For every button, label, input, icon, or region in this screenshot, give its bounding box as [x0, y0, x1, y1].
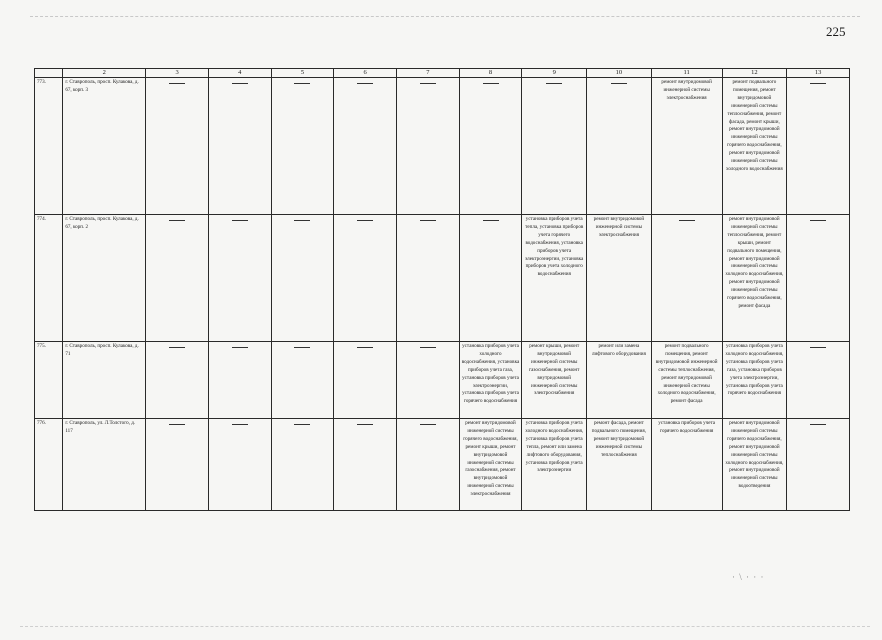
dash-cell	[334, 215, 397, 342]
dash-cell	[522, 78, 587, 215]
column-header-num	[35, 69, 63, 78]
column-header: 13	[787, 69, 850, 78]
row-number: 775.	[35, 342, 63, 419]
dash-cell	[271, 78, 334, 215]
work-cell: установка приборов учета холодного водоснабжения, установка приборов учета газа, установка приборов учета электроэнергии, установка приборов учета горячего водоснабжения	[722, 342, 787, 419]
column-header: 3	[146, 69, 209, 78]
scan-edge-bottom	[20, 626, 870, 627]
dash-cell	[651, 215, 722, 342]
dash-mark	[611, 83, 627, 84]
dash-mark	[294, 83, 310, 84]
column-header: 10	[587, 69, 652, 78]
work-cell: ремонт внутридомовой инженерной системы электроснабжения	[587, 215, 652, 342]
work-cell: ремонт внутридомовой инженерной системы горячего водоснабжения, ремонт внутридомовой инженерной системы холодного водоснабжения, ремонт внутридомовой инженерной системы водоотведения	[722, 419, 787, 511]
dash-cell	[396, 215, 459, 342]
dash-mark	[420, 424, 436, 425]
dash-cell	[146, 342, 209, 419]
row-number: 776.	[35, 419, 63, 511]
dash-mark	[810, 220, 826, 221]
dash-cell	[787, 342, 850, 419]
work-cell: ремонт или замена лифтового оборудования	[587, 342, 652, 419]
dash-mark	[357, 220, 373, 221]
work-cell: ремонт подвального помещения, ремонт внутридомовой инженерной системы теплоснабжения, ремонт внутридомовой инженерной системы холодного водоснабжения, ремонт фасада	[651, 342, 722, 419]
dash-mark	[679, 220, 695, 221]
dash-cell	[787, 419, 850, 511]
work-cell: установка приборов учета тепла, установка приборов учета горячего водоснабжения, установка приборов учета электроэнергии, установка приборов учета холодного водоснабжения	[522, 215, 587, 342]
dash-mark	[420, 220, 436, 221]
dash-cell	[334, 342, 397, 419]
scan-edge-top	[30, 16, 860, 17]
dash-mark	[810, 347, 826, 348]
work-cell: ремонт внутридомовой инженерной системы электроснабжения	[651, 78, 722, 215]
dash-cell	[146, 215, 209, 342]
dash-cell	[208, 215, 271, 342]
address-cell: г. Ставрополь, просп. Кулакова, д. 67, корп. 3	[63, 78, 146, 215]
dash-mark	[810, 424, 826, 425]
column-header: 6	[334, 69, 397, 78]
work-cell: установка приборов учета горячего водоснабжения	[651, 419, 722, 511]
row-number: 773.	[35, 78, 63, 215]
dash-cell	[208, 78, 271, 215]
column-header: 4	[208, 69, 271, 78]
dash-mark	[420, 83, 436, 84]
dash-mark	[232, 83, 248, 84]
dash-cell	[787, 215, 850, 342]
dash-cell	[396, 419, 459, 511]
work-cell: ремонт внутридомовой инженерной системы теплоснабжения, ремонт крыши, ремонт подвального помещения, ремонт внутридомовой инженерной системы холодного водоснабжения, ремонт внутридомовой инженерной системы горячего водоснабжения, ремонт фасада	[722, 215, 787, 342]
dash-mark	[169, 220, 185, 221]
column-header: 9	[522, 69, 587, 78]
column-header: 7	[396, 69, 459, 78]
scan-specks: · \ · · ·	[732, 572, 765, 582]
address-cell: г. Ставрополь, ул. Л.Толстого, д. 117	[63, 419, 146, 511]
table-row	[35, 78, 850, 215]
column-header: 8	[459, 69, 522, 78]
dash-cell	[334, 78, 397, 215]
column-header: 5	[271, 69, 334, 78]
table-row	[35, 419, 850, 511]
dash-cell	[396, 342, 459, 419]
dash-mark	[294, 347, 310, 348]
dash-mark	[420, 347, 436, 348]
dash-mark	[357, 83, 373, 84]
dash-cell	[459, 78, 522, 215]
dash-mark	[357, 424, 373, 425]
dash-cell	[334, 419, 397, 511]
dash-mark	[294, 220, 310, 221]
column-header: 2	[63, 69, 146, 78]
repair-schedule-table	[34, 68, 850, 511]
address-cell: г. Ставрополь, просп. Кулакова, д. 71	[63, 342, 146, 419]
dash-cell	[271, 419, 334, 511]
dash-mark	[169, 347, 185, 348]
address-cell: г. Ставрополь, просп. Кулакова, д. 67, корп. 2	[63, 215, 146, 342]
dash-mark	[294, 424, 310, 425]
dash-mark	[169, 83, 185, 84]
column-header: 11	[651, 69, 722, 78]
dash-cell	[787, 78, 850, 215]
row-number: 774.	[35, 215, 63, 342]
dash-mark	[483, 83, 499, 84]
work-cell: ремонт крыши, ремонт внутридомовой инженерной системы газоснабжения, ремонт внутридомовой инженерной системы электроснабжения	[522, 342, 587, 419]
dash-mark	[232, 220, 248, 221]
dash-mark	[232, 424, 248, 425]
dash-mark	[483, 220, 499, 221]
work-cell: установка приборов учета холодного водоснабжения, установка приборов учета тепла, ремонт или замена лифтового оборудования, установка приборов учета электроэнергии	[522, 419, 587, 511]
dash-cell	[146, 419, 209, 511]
dash-cell	[587, 78, 652, 215]
dash-mark	[546, 83, 562, 84]
dash-mark	[169, 424, 185, 425]
dash-cell	[208, 419, 271, 511]
dash-mark	[357, 347, 373, 348]
dash-cell	[459, 215, 522, 342]
table-row	[35, 342, 850, 419]
column-number-row	[35, 69, 850, 78]
work-cell: ремонт фасада, ремонт подвального помещения, ремонт внутридомовой инженерной системы теплоснабжения	[587, 419, 652, 511]
work-cell: установка приборов учета холодного водоснабжения, установка приборов учета газа, установка приборов учета электроэнергии, установка приборов учета горячего водоснабжения	[459, 342, 522, 419]
work-cell: ремонт подвального помещения, ремонт внутридомовой инженерной системы теплоснабжения, ремонт фасада, ремонт крыши, ремонт внутридомовой инженерной системы горячего водоснабжения, ремонт внутридомовой инженерной системы холодного водоснабжения	[722, 78, 787, 215]
dash-cell	[146, 78, 209, 215]
page-number: 225	[826, 24, 846, 39]
dash-cell	[208, 342, 271, 419]
dash-cell	[271, 342, 334, 419]
work-cell: ремонт внутридомовой инженерной системы горячего водоснабжения, ремонт крыши, ремонт внутридомовой инженерной системы газоснабжения, ремонт внутридомовой инженерной системы электроснабжения	[459, 419, 522, 511]
column-header: 12	[722, 69, 787, 78]
dash-mark	[810, 83, 826, 84]
table-row	[35, 215, 850, 342]
dash-cell	[396, 78, 459, 215]
dash-mark	[232, 347, 248, 348]
dash-cell	[271, 215, 334, 342]
